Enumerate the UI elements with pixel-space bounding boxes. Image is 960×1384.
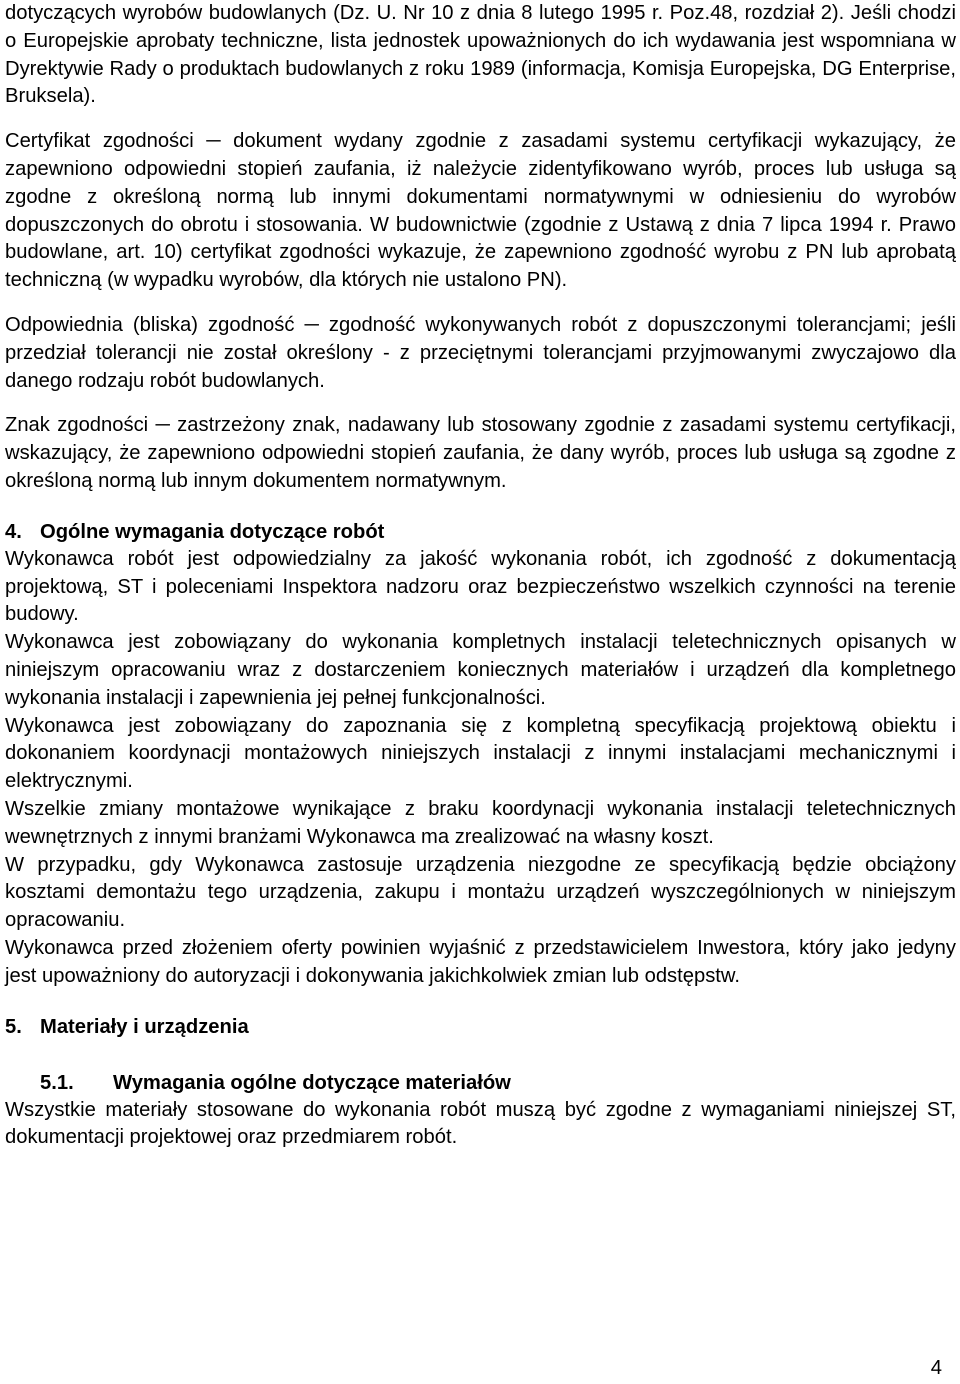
section-5-number: 5. xyxy=(5,1015,22,1038)
section-5-title: Materiały i urządzenia xyxy=(40,1015,249,1038)
section-5-1-title: Wymagania ogólne dotyczące materiałów xyxy=(113,1071,511,1094)
section-5-1-paragraph: Wszystkie materiały stosowane do wykonania robót muszą być zgodne z wymaganiami niniejszej ST, dokumentacji projektowej oraz przedmiarem robót. xyxy=(5,1098,956,1149)
section-4-paragraph: Wykonawca robót jest odpowiedzialny za jakość wykonania robót, ich zgodność z dokumentacją projektową, ST i poleceniami Inspektora nadzoru oraz bezpieczeństwo wszelkich czynności na terenie budowy. xyxy=(5,547,956,626)
section-5-1-number: 5.1. xyxy=(40,1071,74,1094)
section-4-title: Ogólne wymagania dotyczące robót xyxy=(40,520,385,543)
paragraph-odpowiednia-zgodnosc: Odpowiednia (bliska) zgodność ─ zgodność wykonywanych robót z dopuszczonymi tolerancjami; jeśli przedział tolerancji nie został określony - z przeciętnymi tolerancjami przyjmowanymi zwyczajowo dla danego rodzaju robót budowlanych. xyxy=(5,313,956,392)
section-4-number: 4. xyxy=(5,520,22,543)
section-4-heading xyxy=(5,518,956,546)
section-4-paragraph: Wykonawca przed złożeniem oferty powinien wyjaśnić z przedstawicielem Inwestora, który jako jedyny jest upoważniony do autoryzacji i dokonywania jakichkolwiek zmian lub odstępstw. xyxy=(5,936,956,987)
paragraph-continuation: dotyczących wyrobów budowlanych (Dz. U. Nr 10 z dnia 8 lutego 1995 r. Poz.48, rozdział 2). Jeśli chodzi o Europejskie aprobaty techniczne, lista jednostek upoważnionych do ich wydawania jest wspomniana w Dyrektywie Rady o produktach budowlanych z roku 1989 (informacja, Komisja Europejska, DG Enterprise, Bruksela). xyxy=(5,2,956,108)
page-number: 4 xyxy=(930,1357,942,1379)
section-4-paragraph: Wszelkie zmiany montażowe wynikające z braku koordynacji wykonania instalacji teletechnicznych wewnętrznych z innymi branżami Wykonawca ma zrealizować na własny koszt. xyxy=(5,797,956,848)
paragraph-znak-zgodnosci: Znak zgodności ─ zastrzeżony znak, nadawany lub stosowany zgodnie z zasadami systemu certyfikacji, wskazujący, że zapewniono odpowiedni stopień zaufania, że dany wyrób, proces lub usługa są zgodne z określoną normą lub innym dokumentem normatywnym. xyxy=(5,414,956,492)
section-4-paragraph: W przypadku, gdy Wykonawca zastosuje urządzenia niezgodne ze specyfikacją będzie obciążony kosztami demontażu tego urządzenia, zakupu i montażu urządzeń wyszczególnionych w niniejszym opracowaniu. xyxy=(5,853,956,932)
section-4-paragraph: Wykonawca jest zobowiązany do wykonania kompletnych instalacji teletechnicznych opisanych w niniejszym opracowaniu wraz z dostarczeniem koniecznych materiałów i urządzeń dla kompletnego wykonania instalacji i zapewnienia jej pełnej funkcjonalności. xyxy=(5,631,956,709)
document-page xyxy=(5,0,956,1152)
section-5-1-heading xyxy=(5,1069,956,1097)
section-4-paragraph: Wykonawca jest zobowiązany do zapoznania się z kompletną specyfikacją projektową obiektu i dokonaniem koordynacji montażowych niniejszych instalacji z innymi instalacjami mechanicznymi i elektrycznymi. xyxy=(5,714,956,793)
paragraph-certyfikat-zgodnosci: Certyfikat zgodności ─ dokument wydany zgodnie z zasadami systemu certyfikacji wykazujący, że zapewniono odpowiedni stopień zaufania, iż należycie zidentyfikowano wyrób, proces lub usługa są zgodne z określoną normą lub innymi dokumentami normatywnymi w odniesieniu do wyrobów dopuszczonych do obrotu i stosowania. W budownictwie (zgodnie z Ustawą z dnia 7 lipca 1994 r. Prawo budowlane, art. 10) certyfikat zgodności wykazuje, że zapewniono zgodność wyrobu z PN lub aprobatą techniczną (w wypadku wyrobów, dla których nie ustalono PN). xyxy=(5,130,956,292)
section-5-heading xyxy=(5,1013,956,1041)
